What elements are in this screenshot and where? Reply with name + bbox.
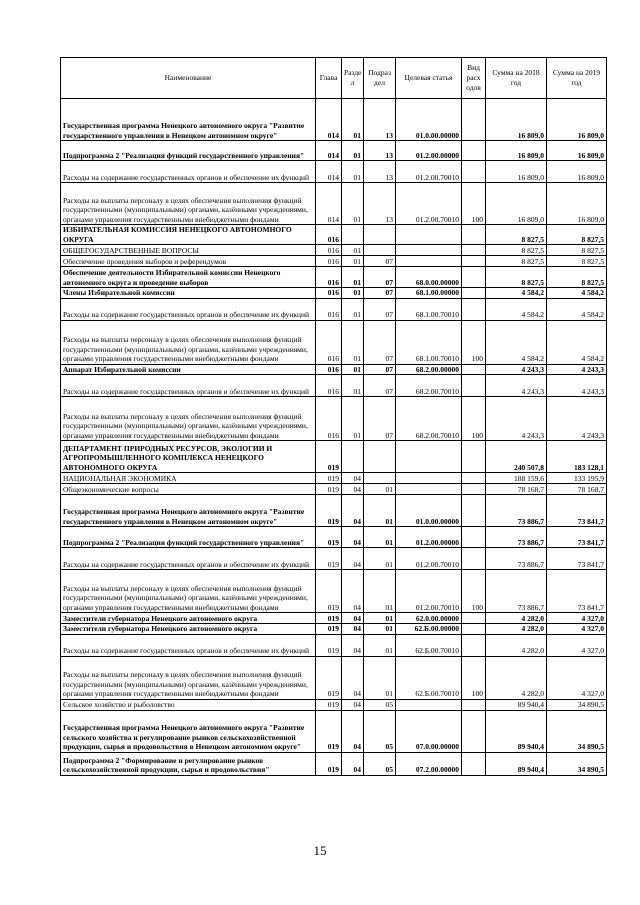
table-row xyxy=(61,288,607,299)
table-row xyxy=(61,624,607,635)
header-razdel: Разде л xyxy=(342,58,364,99)
row-podrazdel: 07 xyxy=(364,364,396,375)
row-razdel: 04 xyxy=(342,699,364,710)
row-name: НАЦИОНАЛЬНАЯ ЭКОНОМИКА xyxy=(61,473,316,484)
row-sum-2018: 4 282,0 xyxy=(486,624,547,635)
table-row xyxy=(61,699,607,710)
row-sum-2018: 78 168,7 xyxy=(486,484,547,495)
header-name: Наименование xyxy=(61,58,316,99)
row-sum-2019: 4 327,0 xyxy=(547,656,607,699)
row-podrazdel: 01 xyxy=(364,527,396,548)
row-glava: 016 xyxy=(316,245,342,256)
row-sum-2019: 16 809,0 xyxy=(547,141,607,161)
row-razdel: 01 xyxy=(342,288,364,299)
row-razdel: 01 xyxy=(342,245,364,256)
row-name: Расходы на содержание государственных органов и обеспечение их функций xyxy=(61,548,316,570)
row-statya xyxy=(396,245,462,256)
row-sum-2018: 73 886,7 xyxy=(486,495,547,527)
row-vid xyxy=(462,495,486,527)
row-vid xyxy=(462,161,486,183)
row-statya: 68.0.00.00000 xyxy=(396,267,462,288)
row-name: Расходы на содержание государственных органов и обеспечение их функций xyxy=(61,298,316,320)
row-glava: 019 xyxy=(316,484,342,495)
row-podrazdel xyxy=(364,245,396,256)
row-glava: 019 xyxy=(316,710,342,752)
row-razdel: 01 xyxy=(342,161,364,183)
row-sum-2019: 4 584,2 xyxy=(547,320,607,364)
row-glava: 016 xyxy=(316,364,342,375)
row-sum-2018: 8 827,5 xyxy=(486,256,547,267)
row-statya: 62.Б.00.70010 xyxy=(396,656,462,699)
row-sum-2018: 4 282,0 xyxy=(486,656,547,699)
row-sum-2018: 16 809,0 xyxy=(486,161,547,183)
row-vid xyxy=(462,99,486,141)
table-row xyxy=(61,245,607,256)
row-sum-2019: 4 243,3 xyxy=(547,375,607,397)
row-sum-2019: 8 827,5 xyxy=(547,267,607,288)
row-podrazdel: 07 xyxy=(364,288,396,299)
row-vid xyxy=(462,613,486,624)
table-row xyxy=(61,634,607,656)
row-sum-2018: 4 282,0 xyxy=(486,613,547,624)
row-glava: 019 xyxy=(316,570,342,613)
row-vid xyxy=(462,364,486,375)
row-sum-2018: 73 886,7 xyxy=(486,527,547,548)
row-razdel: 01 xyxy=(342,267,364,288)
table-row xyxy=(61,99,607,141)
table-row xyxy=(61,397,607,441)
row-glava: 019 xyxy=(316,527,342,548)
row-glava: 016 xyxy=(316,256,342,267)
row-razdel: 01 xyxy=(342,183,364,225)
row-sum-2018: 4 584,2 xyxy=(486,288,547,299)
row-glava: 016 xyxy=(316,267,342,288)
row-sum-2018: 73 886,7 xyxy=(486,548,547,570)
row-sum-2019: 133 195,9 xyxy=(547,473,607,484)
row-sum-2019: 8 827,5 xyxy=(547,225,607,245)
row-glava: 016 xyxy=(316,375,342,397)
row-name: Подпрограмма 2 "Реализация функций государственного управления" xyxy=(61,527,316,548)
table-row xyxy=(61,570,607,613)
row-statya: 01.2.00.70010 xyxy=(396,570,462,613)
table-row xyxy=(61,548,607,570)
row-razdel: 01 xyxy=(342,364,364,375)
row-name: Общеэкономические вопросы xyxy=(61,484,316,495)
row-sum-2019: 73 841,7 xyxy=(547,495,607,527)
row-podrazdel: 13 xyxy=(364,99,396,141)
row-sum-2019: 78 168,7 xyxy=(547,484,607,495)
table-row xyxy=(61,375,607,397)
row-sum-2019: 16 809,0 xyxy=(547,99,607,141)
table-row xyxy=(61,256,607,267)
row-razdel: 04 xyxy=(342,473,364,484)
row-sum-2018: 4 584,2 xyxy=(486,298,547,320)
row-sum-2019: 4 327,0 xyxy=(547,613,607,624)
row-glava: 016 xyxy=(316,288,342,299)
row-podrazdel: 01 xyxy=(364,656,396,699)
row-name: Заместители губернатора Ненецкого автономного округа xyxy=(61,613,316,624)
row-podrazdel: 13 xyxy=(364,161,396,183)
row-sum-2019: 34 890,5 xyxy=(547,752,607,775)
row-podrazdel: 05 xyxy=(364,752,396,775)
row-sum-2018: 16 809,0 xyxy=(486,141,547,161)
row-glava: 019 xyxy=(316,548,342,570)
row-sum-2018: 4 243,3 xyxy=(486,397,547,441)
row-vid xyxy=(462,225,486,245)
row-name: ОБЩЕГОСУДАРСТВЕННЫЕ ВОПРОСЫ xyxy=(61,245,316,256)
row-name: Аппарат Избирательной комиссии xyxy=(61,364,316,375)
row-podrazdel: 07 xyxy=(364,256,396,267)
row-razdel: 04 xyxy=(342,710,364,752)
header-glava: Глава xyxy=(316,58,342,99)
row-razdel: 04 xyxy=(342,484,364,495)
row-glava: 014 xyxy=(316,141,342,161)
row-podrazdel: 01 xyxy=(364,484,396,495)
table-row xyxy=(61,364,607,375)
row-vid xyxy=(462,256,486,267)
row-vid xyxy=(462,141,486,161)
row-glava: 016 xyxy=(316,320,342,364)
row-name: Расходы на выплаты персоналу в целях обеспечения выполнения функций государственными (муниципальными) органами, казёнными учреждениями, органами управления государственными внебюджетными фондами xyxy=(61,397,316,441)
table-row xyxy=(61,710,607,752)
row-razdel: 04 xyxy=(342,548,364,570)
row-sum-2019: 4 243,3 xyxy=(547,397,607,441)
row-name: Расходы на содержание государственных органов и обеспечение их функций xyxy=(61,161,316,183)
table-row xyxy=(61,484,607,495)
row-sum-2018: 4 282,0 xyxy=(486,634,547,656)
row-sum-2018: 16 809,0 xyxy=(486,183,547,225)
row-sum-2018: 4 584,2 xyxy=(486,320,547,364)
row-statya: 62.Б.00.00000 xyxy=(396,624,462,635)
header-podrazdel: Подраз дел xyxy=(364,58,396,99)
table-row xyxy=(61,473,607,484)
row-sum-2018: 73 886,7 xyxy=(486,570,547,613)
row-name: Обеспечение деятельности Избирательной комиссии Ненецкого автономного округа и проведение выборов xyxy=(61,267,316,288)
row-razdel xyxy=(342,225,364,245)
row-vid xyxy=(462,473,486,484)
row-statya: 01.2.00.00000 xyxy=(396,141,462,161)
table-row xyxy=(61,320,607,364)
row-name: Расходы на содержание государственных органов и обеспечение их функций xyxy=(61,375,316,397)
row-razdel: 04 xyxy=(342,624,364,635)
row-vid: 100 xyxy=(462,183,486,225)
row-statya: 07.0.00.00000 xyxy=(396,710,462,752)
row-razdel xyxy=(342,441,364,473)
row-podrazdel: 01 xyxy=(364,570,396,613)
row-name: Расходы на выплаты персоналу в целях обеспечения выполнения функций государственными (муниципальными) органами, казёнными учреждениями, органами управления государственными внебюджетными фондами xyxy=(61,570,316,613)
row-vid xyxy=(462,288,486,299)
row-razdel: 01 xyxy=(342,375,364,397)
header-statya: Целевая статья xyxy=(396,58,462,99)
row-statya xyxy=(396,699,462,710)
row-podrazdel: 01 xyxy=(364,613,396,624)
row-podrazdel xyxy=(364,473,396,484)
row-name: Расходы на выплаты персоналу в целях обеспечения выполнения функций государственными (муниципальными) органами, казёнными учреждениями, органами управления государственными внебюджетными фондами xyxy=(61,183,316,225)
row-glava: 019 xyxy=(316,441,342,473)
row-glava: 019 xyxy=(316,656,342,699)
row-razdel: 01 xyxy=(342,298,364,320)
row-sum-2018: 8 827,5 xyxy=(486,245,547,256)
row-vid xyxy=(462,298,486,320)
row-sum-2019: 183 128,1 xyxy=(547,441,607,473)
row-glava: 019 xyxy=(316,624,342,635)
row-glava: 019 xyxy=(316,699,342,710)
row-statya: 01.2.00.70010 xyxy=(396,161,462,183)
row-name: Сельское хозяйство и рыболовство xyxy=(61,699,316,710)
row-glava: 019 xyxy=(316,495,342,527)
table-body xyxy=(61,99,607,776)
row-sum-2019: 34 890,5 xyxy=(547,710,607,752)
row-podrazdel: 05 xyxy=(364,710,396,752)
row-razdel: 01 xyxy=(342,397,364,441)
row-statya: 68.2.00.70010 xyxy=(396,397,462,441)
row-podrazdel xyxy=(364,225,396,245)
row-glava: 014 xyxy=(316,183,342,225)
row-sum-2018: 240 507,8 xyxy=(486,441,547,473)
row-vid xyxy=(462,699,486,710)
table-row xyxy=(61,141,607,161)
table-row xyxy=(61,752,607,775)
table-row xyxy=(61,183,607,225)
row-sum-2019: 8 827,5 xyxy=(547,245,607,256)
header-vid: Вид расх одов xyxy=(462,58,486,99)
row-sum-2018: 89 940,4 xyxy=(486,699,547,710)
row-sum-2019: 16 809,0 xyxy=(547,161,607,183)
row-vid xyxy=(462,527,486,548)
row-podrazdel: 07 xyxy=(364,397,396,441)
budget-table xyxy=(60,57,607,776)
table-row xyxy=(61,161,607,183)
row-sum-2018: 16 809,0 xyxy=(486,99,547,141)
table-row xyxy=(61,656,607,699)
row-glava: 016 xyxy=(316,397,342,441)
row-sum-2018: 188 159,6 xyxy=(486,473,547,484)
row-vid: 100 xyxy=(462,320,486,364)
row-statya: 62.0.00.00000 xyxy=(396,613,462,624)
row-vid xyxy=(462,548,486,570)
row-glava: 014 xyxy=(316,161,342,183)
row-sum-2019: 4 243,3 xyxy=(547,364,607,375)
row-vid xyxy=(462,484,486,495)
row-statya: 01.0.00.00000 xyxy=(396,495,462,527)
table-header-row xyxy=(61,58,607,99)
row-podrazdel: 07 xyxy=(364,298,396,320)
row-name: Заместители губернатора Ненецкого автономного округа xyxy=(61,624,316,635)
row-sum-2019: 73 841,7 xyxy=(547,570,607,613)
row-sum-2019: 4 327,0 xyxy=(547,634,607,656)
row-podrazdel: 01 xyxy=(364,624,396,635)
row-podrazdel: 01 xyxy=(364,495,396,527)
row-razdel: 04 xyxy=(342,634,364,656)
row-razdel: 01 xyxy=(342,141,364,161)
row-vid xyxy=(462,624,486,635)
row-name: Государственная программа Ненецкого автономного округа "Развитие сельского хозяйства и регулирование рынков сельскохозяйственной продукции, сырья и продовольствия в Ненецком автономном округе" xyxy=(61,710,316,752)
row-name: Расходы на содержание государственных органов и обеспечение их функций xyxy=(61,634,316,656)
row-name: ДЕПАРТАМЕНТ ПРИРОДНЫХ РЕСУРСОВ, ЭКОЛОГИИ И АГРОПРОМЫШЛЕННОГО КОМПЛЕКСА НЕНЕЦКОГО АВТОНОМНОГО ОКРУГА xyxy=(61,441,316,473)
row-podrazdel: 07 xyxy=(364,267,396,288)
row-podrazdel: 01 xyxy=(364,634,396,656)
row-podrazdel: 13 xyxy=(364,183,396,225)
page-number: 15 xyxy=(313,843,327,858)
row-statya: 01.2.00.70010 xyxy=(396,183,462,225)
row-statya xyxy=(396,256,462,267)
row-name: ИЗБИРАТЕЛЬНАЯ КОМИССИЯ НЕНЕЦКОГО АВТОНОМНОГО ОКРУГА xyxy=(61,225,316,245)
row-razdel: 04 xyxy=(342,656,364,699)
row-statya: 68.1.00.70010 xyxy=(396,320,462,364)
row-vid xyxy=(462,710,486,752)
row-sum-2018: 8 827,5 xyxy=(486,267,547,288)
row-sum-2018: 8 827,5 xyxy=(486,225,547,245)
row-vid: 100 xyxy=(462,397,486,441)
row-podrazdel: 07 xyxy=(364,320,396,364)
row-sum-2018: 4 243,3 xyxy=(486,364,547,375)
row-statya: 62.Б.00.70010 xyxy=(396,634,462,656)
row-glava: 016 xyxy=(316,225,342,245)
row-podrazdel: 01 xyxy=(364,548,396,570)
row-statya: 68.2.00.00000 xyxy=(396,364,462,375)
row-razdel: 04 xyxy=(342,752,364,775)
row-podrazdel: 13 xyxy=(364,141,396,161)
row-sum-2019: 73 841,7 xyxy=(547,527,607,548)
table-row xyxy=(61,527,607,548)
row-sum-2018: 89 940,4 xyxy=(486,752,547,775)
row-vid xyxy=(462,634,486,656)
table-row xyxy=(61,225,607,245)
row-vid xyxy=(462,441,486,473)
row-name: Расходы на выплаты персоналу в целях обеспечения выполнения функций государственными (муниципальными) органами, казёнными учреждениями, органами управления государственными внебюджетными фондами xyxy=(61,656,316,699)
row-vid xyxy=(462,245,486,256)
row-sum-2019: 34 890,5 xyxy=(547,699,607,710)
row-statya: 07.2.00.00000 xyxy=(396,752,462,775)
row-sum-2019: 4 584,2 xyxy=(547,298,607,320)
table-row xyxy=(61,613,607,624)
table-row xyxy=(61,298,607,320)
row-statya: 01.2.00.70010 xyxy=(396,548,462,570)
row-sum-2019: 4 584,2 xyxy=(547,288,607,299)
table-row xyxy=(61,495,607,527)
row-razdel: 01 xyxy=(342,320,364,364)
row-podrazdel xyxy=(364,441,396,473)
row-podrazdel: 05 xyxy=(364,699,396,710)
row-vid: 100 xyxy=(462,656,486,699)
row-sum-2018: 4 243,3 xyxy=(486,375,547,397)
table-row xyxy=(61,267,607,288)
row-razdel: 04 xyxy=(342,570,364,613)
row-name: Подпрограмма 2 "Реализация функций государственного управления" xyxy=(61,141,316,161)
row-glava: 014 xyxy=(316,99,342,141)
row-statya xyxy=(396,484,462,495)
row-statya xyxy=(396,441,462,473)
row-glava: 019 xyxy=(316,613,342,624)
row-name: Государственная программа Ненецкого автономного округа "Развитие государственного управления в Ненецком автономном округе" xyxy=(61,495,316,527)
row-name: Расходы на выплаты персоналу в целях обеспечения выполнения функций государственными (муниципальными) органами, казёнными учреждениями, органами управления государственными внебюджетными фондами xyxy=(61,320,316,364)
row-name: Обеспечение проведения выборов и референдумов xyxy=(61,256,316,267)
row-statya: 68.2.00.70010 xyxy=(396,375,462,397)
row-glava: 016 xyxy=(316,298,342,320)
row-razdel: 04 xyxy=(342,613,364,624)
row-name: Подпрограмма 2 "Формирование и регулирование рынков сельскохозяйственной продукции, сырья и продовольствия" xyxy=(61,752,316,775)
row-sum-2019: 73 841,7 xyxy=(547,548,607,570)
row-razdel: 04 xyxy=(342,527,364,548)
row-razdel: 04 xyxy=(342,495,364,527)
row-glava: 019 xyxy=(316,473,342,484)
row-name: Государственная программа Ненецкого автономного округа "Развитие государственного управления в Ненецком автономном округе" xyxy=(61,99,316,141)
row-glava: 019 xyxy=(316,634,342,656)
row-statya xyxy=(396,225,462,245)
row-statya: 01.2.00.00000 xyxy=(396,527,462,548)
table-row xyxy=(61,441,607,473)
row-vid xyxy=(462,752,486,775)
row-razdel: 01 xyxy=(342,256,364,267)
row-statya: 01.0.00.00000 xyxy=(396,99,462,141)
row-statya xyxy=(396,473,462,484)
row-name: Члены Избирательной комиссии xyxy=(61,288,316,299)
header-sum-2018: Сумма на 2018 год xyxy=(486,58,547,99)
row-podrazdel: 07 xyxy=(364,375,396,397)
row-vid: 100 xyxy=(462,570,486,613)
row-vid xyxy=(462,375,486,397)
row-statya: 68.1.00.70010 xyxy=(396,298,462,320)
header-sum-2019: Сумма на 2019 год xyxy=(547,58,607,99)
row-razdel: 01 xyxy=(342,99,364,141)
row-sum-2019: 4 327,0 xyxy=(547,624,607,635)
row-statya: 68.1.00.00000 xyxy=(396,288,462,299)
row-glava: 019 xyxy=(316,752,342,775)
row-sum-2019: 8 827,5 xyxy=(547,256,607,267)
row-sum-2019: 16 809,0 xyxy=(547,183,607,225)
row-vid xyxy=(462,267,486,288)
row-sum-2018: 89 940,4 xyxy=(486,710,547,752)
